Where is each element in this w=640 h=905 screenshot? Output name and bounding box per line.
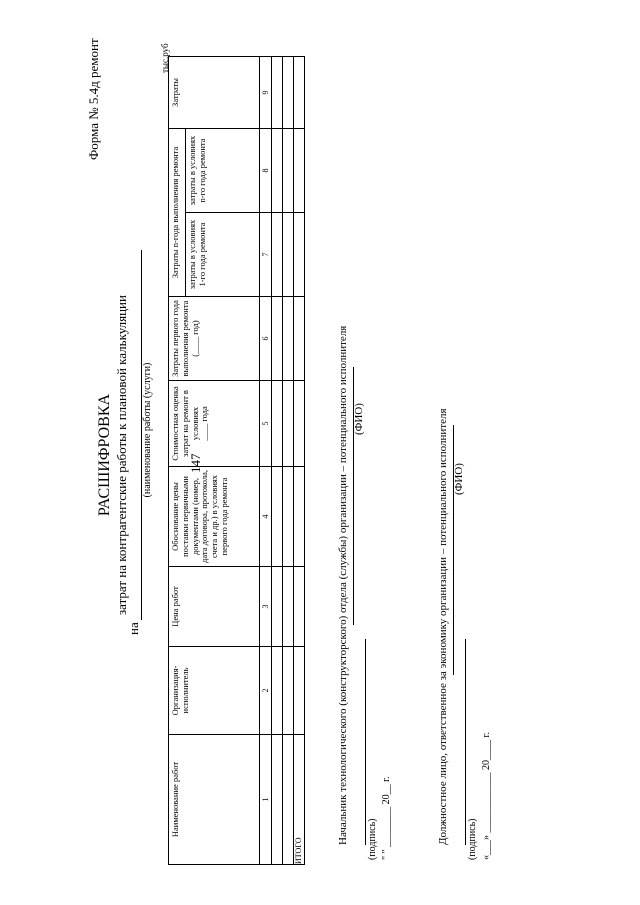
table-cell	[272, 467, 283, 567]
col-number: 8	[260, 129, 272, 213]
table-cell	[272, 213, 283, 297]
col-number: 9	[260, 57, 272, 129]
table-cell	[283, 647, 294, 735]
col-number: 7	[260, 213, 272, 297]
costs-table	[168, 56, 305, 865]
col-number: 5	[260, 381, 272, 467]
table-cell	[294, 381, 305, 467]
table-cell	[283, 381, 294, 467]
table-cell	[283, 467, 294, 567]
header-col-8: затраты в условиях n-го года ремонта	[186, 129, 260, 213]
table-cell	[294, 567, 305, 647]
table-cell	[272, 567, 283, 647]
signature-1-fio: (ФИО)	[353, 403, 365, 435]
header-col-6-year: (____ год)	[189, 320, 200, 357]
signature-2-podpis: (подпись)	[467, 818, 478, 860]
signature-1-podpis: (подпись)	[367, 818, 378, 860]
header-col-5-text: Стоимостная оценка затрат на ремонт в условиях	[170, 386, 200, 461]
document-title: РАСШИФРОВКА	[96, 393, 113, 517]
table-cell	[294, 129, 305, 213]
signature-1-title: Начальник технологического (конструкторского) отдела (службы) организации – потенциального исполнителя	[337, 325, 349, 845]
table-cell	[283, 735, 294, 865]
table-cell	[283, 213, 294, 297]
header-row-1	[169, 57, 186, 865]
header-col-6-text: Затраты первого года выполнения ремонта	[170, 300, 190, 377]
col-number: 1	[260, 735, 272, 865]
form-label: Форма № 5.4д ремонт	[86, 38, 101, 160]
col-number: 3	[260, 567, 272, 647]
signature-1-date: " " ________ 20__ г.	[381, 776, 392, 860]
total-row	[294, 57, 305, 865]
na-caption: (наименование работы (услуги)	[142, 362, 153, 498]
col-number: 4	[260, 467, 272, 567]
header-col-6	[169, 297, 260, 381]
page-number: 147	[188, 453, 203, 473]
column-numbers-row	[260, 57, 272, 865]
table-cell	[294, 647, 305, 735]
table-cell	[272, 129, 283, 213]
signature-1-line	[365, 639, 366, 845]
header-col-4: Обоснование цены поставки первичными документами (номер, дата договора, протокола, счета и др.) в условиях первого года ремонта	[169, 467, 260, 567]
signature-2-line	[465, 639, 466, 845]
table-cell	[294, 57, 305, 129]
header-col-5	[169, 381, 260, 467]
header-group-n-year: Затраты n-года выполнения ремонта	[169, 129, 186, 297]
header-col-1: Наименование работ	[169, 735, 260, 865]
table-cell	[294, 467, 305, 567]
signature-2-date: «___» ____________ 20____ г.	[481, 732, 492, 860]
table-cell	[283, 129, 294, 213]
header-col-9: Затраты	[169, 57, 260, 129]
table-row	[283, 57, 294, 865]
table-cell	[283, 567, 294, 647]
units-label: тыс.руб	[160, 43, 170, 73]
table-cell	[272, 647, 283, 735]
header-col-3: Цена работ	[169, 567, 260, 647]
header-col-5-year: ____ года	[199, 406, 210, 441]
table-cell	[294, 297, 305, 381]
header-col-2: Организация-исполнитель	[169, 647, 260, 735]
signature-2-title: Должностное лицо, ответственное за экономику организации – потенциального исполнителя	[437, 408, 449, 845]
table-cell	[294, 213, 305, 297]
na-prefix: на	[126, 622, 141, 635]
col-number: 2	[260, 647, 272, 735]
table-cell	[272, 735, 283, 865]
table-cell	[272, 57, 283, 129]
col-number: 6	[260, 297, 272, 381]
total-label: ИТОГО	[294, 735, 305, 865]
header-col-7: затраты в условиях 1-го года ремонта	[186, 213, 260, 297]
document-subtitle: затрат на контрагентские работы к плановой калькуляции	[114, 295, 129, 615]
table-cell	[283, 297, 294, 381]
na-line	[126, 250, 142, 635]
table-cell	[272, 297, 283, 381]
table-row	[272, 57, 283, 865]
na-blank-line	[129, 250, 142, 620]
table-cell	[272, 381, 283, 467]
signature-2-fio: (ФИО)	[453, 463, 465, 495]
table-cell	[283, 57, 294, 129]
